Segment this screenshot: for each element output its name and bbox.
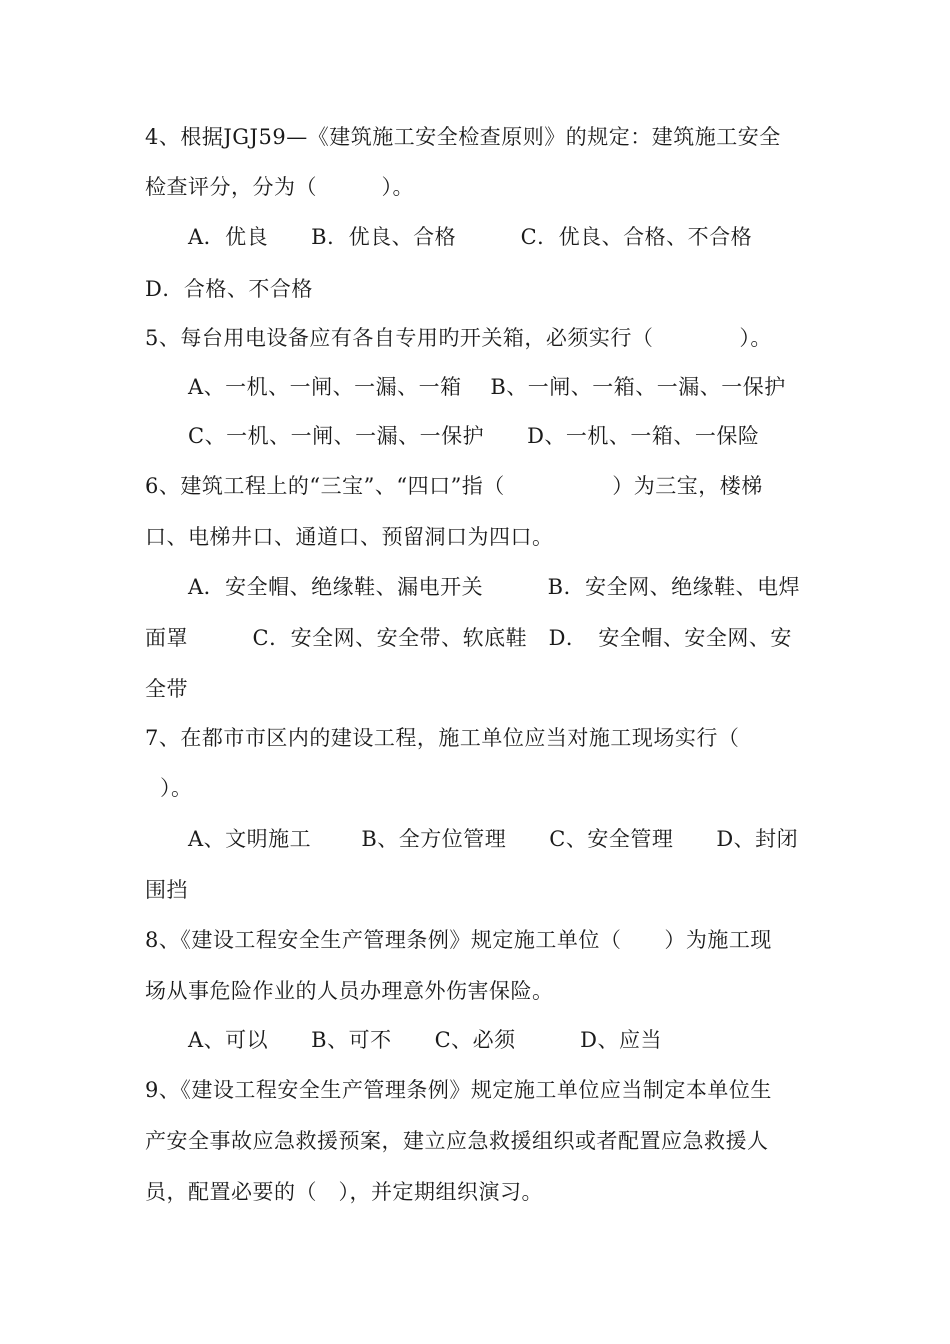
q9-stem-line-3: 员，配置必要的（ ），并定期组织演习。: [145, 1180, 543, 1204]
q6-options-line-1: A．安全帽、绝缘鞋、漏电开关 B．安全网、绝缘鞋、电焊: [188, 575, 801, 599]
q6-options-line-3: 全带: [145, 677, 188, 701]
q5-stem: 5、每台用电设备应有各自专用旳开关箱，必须实行（ ）。: [145, 326, 772, 350]
q6-stem-line-1: 6、建筑工程上的“三宝”、“四口”指（ ）为三宝，楼梯: [145, 474, 763, 498]
q5-options-line-1: A、一机、一闸、一漏、一箱 B、一闸、一箱、一漏、一保护: [188, 375, 786, 399]
q9-stem-line-2: 产安全事故应急救援预案，建立应急救援组织或者配置应急救援人: [145, 1129, 769, 1153]
q6-stem-line-2: 口、电梯井口、通道口、预留洞口为四口。: [145, 525, 554, 549]
q8-stem-line-1: 8、《建设工程安全生产管理条例》规定施工单位（ ）为施工现: [145, 928, 772, 952]
q4-options-line-2: D．合格、不合格: [145, 277, 313, 301]
q4-stem-line-1: 4、根据JGJ59—《建筑施工安全检查原则》的规定：建筑施工安全: [145, 125, 781, 149]
q5-options-line-2: C、一机、一闸、一漏、一保护 D、一机、一箱、一保险: [188, 424, 760, 448]
q7-stem-line-2: ）。: [160, 776, 193, 800]
q9-stem-line-1: 9、《建设工程安全生产管理条例》规定施工单位应当制定本单位生: [145, 1078, 772, 1102]
q8-options: A、可以 B、可不 C、必须 D、应当: [188, 1028, 663, 1052]
q7-stem-line-1: 7、在都市市区内的建设工程，施工单位应当对施工现场实行（: [145, 726, 740, 750]
q8-stem-line-2: 场从事危险作业的人员办理意外伤害保险。: [145, 979, 554, 1003]
q4-options-line-1: A．优良 B．优良、合格 C．优良、合格、不合格: [188, 225, 753, 249]
q7-options-line-2: 围挡: [145, 878, 188, 902]
q4-stem-line-2: 检查评分，分为（ ）。: [145, 175, 414, 199]
q6-options-line-2: 面罩 C．安全网、安全带、软底鞋 D． 安全帽、安全网、安: [145, 626, 792, 650]
q7-options-line-1: A、文明施工 B、全方位管理 C、安全管理 D、封闭: [188, 827, 799, 851]
